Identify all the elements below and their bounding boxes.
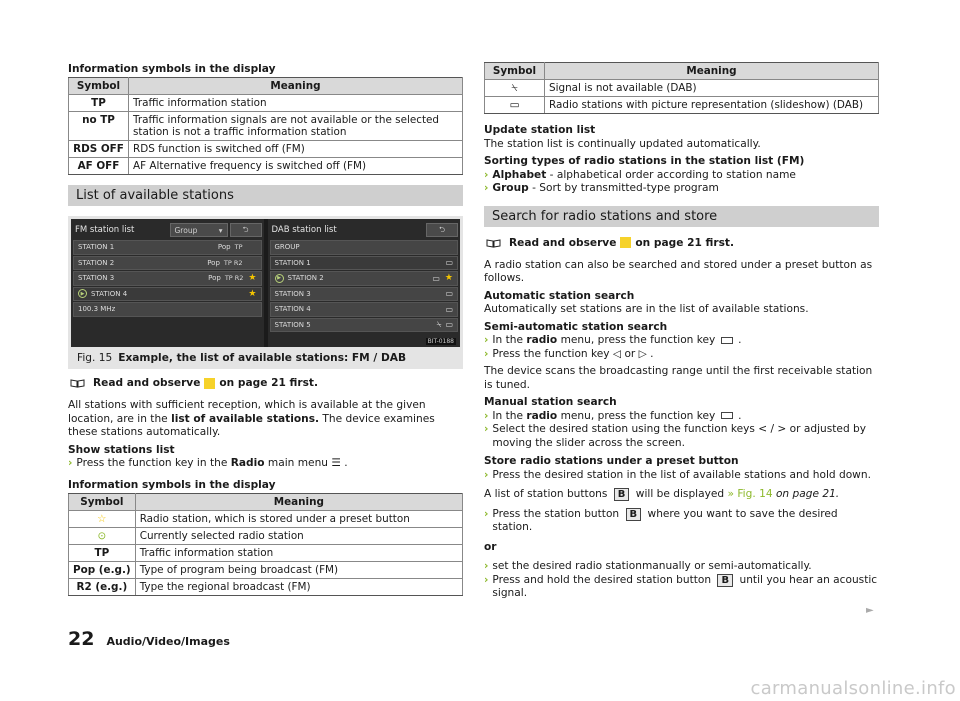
semi-step-2: › Press the function key ◁ or ▷ . [484,347,654,360]
list-item[interactable]: ▶ STATION 4 ★ [73,287,262,302]
play-circle-icon: ⊙ [69,527,136,544]
key-b: B [717,574,733,587]
table-row: ▭ Radio stations with picture representation (slideshow) (DAB) [485,97,879,114]
function-key-icon [721,337,733,344]
section-title-search: Search for radio stations and store [484,206,879,227]
col-symbol: Symbol [485,63,545,80]
slideshow-icon: ▭ [445,304,453,314]
list-item[interactable]: STATION 3 ▭ [270,287,459,302]
figure-code: BIT-0188 [427,338,454,345]
update-heading: Update station list [484,124,596,136]
table-row: Pop (e.g.) Type of program being broadcast (FM) [69,561,463,578]
step-show: › Press the function key in the Radio main menu ☰ . [68,457,348,469]
play-icon: ▶ [275,274,284,283]
table-row: AF OFF AF Alternative frequency is switched off (FM) [69,158,463,175]
manual-step-1: › In the radio menu, press the function key . [484,409,742,422]
arrow-icon: › [68,457,73,469]
figure-screens [71,219,460,347]
list-item[interactable]: 100.3 MHz [73,302,262,317]
chevron-down-icon: ▾ [218,225,223,235]
warning-icon [204,378,215,389]
semi-step-1: › In the radio menu, press the function key . [484,334,742,346]
star-icon: ★ [248,273,257,284]
slideshow-icon: ▭ [445,320,453,330]
fig-link[interactable]: » Fig. 14 [727,488,773,500]
col-meaning: Meaning [545,63,879,80]
play-icon: ▶ [78,289,87,298]
star-icon: ★ [444,273,453,284]
semi-heading: Semi-automatic station search [484,320,668,333]
manual-heading: Manual station search [484,396,617,408]
or-step-1: › set the desired radio stationmanually or semi-automatically. [484,560,812,572]
page-footer [68,628,230,650]
list-item[interactable]: STATION 5 ⍀ ▭ [270,318,459,333]
table-row: ☆ Radio station, which is stored under a preset button [69,510,463,527]
slideshow-icon: ▭ [445,258,453,268]
list-item[interactable]: STATION 1 Pop TP [73,240,262,255]
list-item[interactable]: STATION 2 Pop TP R2 [73,256,262,271]
table-row: no TP Traffic information signals are not available or the selected station is not a traffic information station [69,112,463,141]
table-row: RDS OFF RDS function is switched off (FM) [69,141,463,158]
col-meaning: Meaning [135,493,462,510]
book-icon [486,238,501,248]
or-label: or [484,540,497,553]
menu-icon: ☰ [331,457,341,469]
table-row: R2 (e.g.) Type the regional broadcast (FM) [69,578,463,595]
table2-caption: Information symbols in the display [68,478,276,491]
table-row: ⊙ Currently selected radio station [69,527,463,544]
or-step-2: › Press and hold the desired station button B until you hear an acoustic signal. [484,573,878,599]
fm-title: FM station list [75,225,135,235]
group-button[interactable]: Group ▾ [170,223,228,237]
back-button[interactable]: ⮌ [426,223,458,237]
col-symbol: Symbol [69,78,129,95]
list-item[interactable]: GROUP [270,240,459,255]
right-column [484,62,879,601]
symbols-table-3 [484,62,879,114]
function-key-icon [721,412,733,419]
show-heading: Show stations list [68,443,175,456]
warning-icon [620,237,631,248]
figure-15 [68,216,463,369]
store-list-text: A list of station buttons B will be displayed » Fig. 14 on page 21. [484,488,840,500]
update-text: The station list is continually updated automatically. [484,137,761,150]
sort-heading: Sorting types of radio stations in the station list (FM) [484,155,805,167]
watermark: carmanualsonline.info [750,678,956,699]
no-signal-icon: ⍀ [485,80,545,97]
key-b: B [626,508,642,521]
page-number: 22 [68,628,95,650]
paragraph-intro: All stations with sufficient reception, which is available at the given location, are in the list of available stations. The device examines these stations automatically. [68,399,435,438]
col-meaning: Meaning [129,78,463,95]
read-observe-ref: Read and observe on page 21 first. [70,377,463,389]
table1-caption: Information symbols in the display [68,63,276,75]
table-row: ⍀ Signal is not available (DAB) [485,80,879,97]
book-icon [70,378,85,388]
list-item[interactable]: STATION 1 ▭ [270,256,459,271]
table-row: TP Traffic information station [69,544,463,561]
fm-screen [71,219,264,347]
read-observe-ref: Read and observe on page 21 first. [486,237,879,249]
signal-icon: ⍀ [436,319,442,329]
footer-title: Audio/Video/Images [106,635,230,648]
sort-step-1: › Alphabet - alphabetical order according to station name [484,168,796,181]
auto-text: Automatically set stations are in the list of available stations. [484,303,809,315]
figure-caption: Fig. 15 Example, the list of available stations: FM / DAB [77,352,407,364]
table-row: TP Traffic information station [69,95,463,112]
list-item[interactable]: ▶ STATION 2 ▭ ★ [270,271,459,286]
list-item[interactable]: STATION 3 Pop TP R2 ★ [73,271,262,286]
sort-step-2: › Group - Sort by transmitted-type program [484,182,719,194]
key-b: B [614,488,630,501]
section-title-stations: List of available stations [68,185,463,206]
slideshow-icon: ▭ [432,273,440,283]
slideshow-icon: ▭ [445,289,453,299]
semi-result: The device scans the broadcasting range until the first receivable station is tuned. [484,365,873,391]
symbols-table-1 [68,77,463,175]
manual-step-2: › Select the desired station using the function keys < / > or adjusted by moving the slider across the screen. [484,423,867,449]
next-page-arrow-icon: ► [866,605,874,616]
dab-screen [268,219,461,347]
left-column [68,58,463,596]
store-heading: Store radio stations under a preset button [484,455,739,467]
symbols-table-2 [68,493,463,596]
store-step-2: › Press the station button B where you want to save the desired station. [484,507,838,533]
back-button[interactable]: ⮌ [230,223,262,237]
star-icon: ★ [248,288,257,299]
star-icon: ☆ [69,510,136,527]
auto-heading: Automatic station search [484,289,635,302]
slideshow-icon: ▭ [485,97,545,114]
list-item[interactable]: STATION 4 ▭ [270,302,459,317]
dab-title: DAB station list [271,225,337,235]
paragraph-search: A radio station can also be searched and stored under a preset button as follows. [484,258,873,284]
store-step-1: › Press the desired station in the list of available stations and hold down. [484,468,871,481]
col-symbol: Symbol [69,493,136,510]
